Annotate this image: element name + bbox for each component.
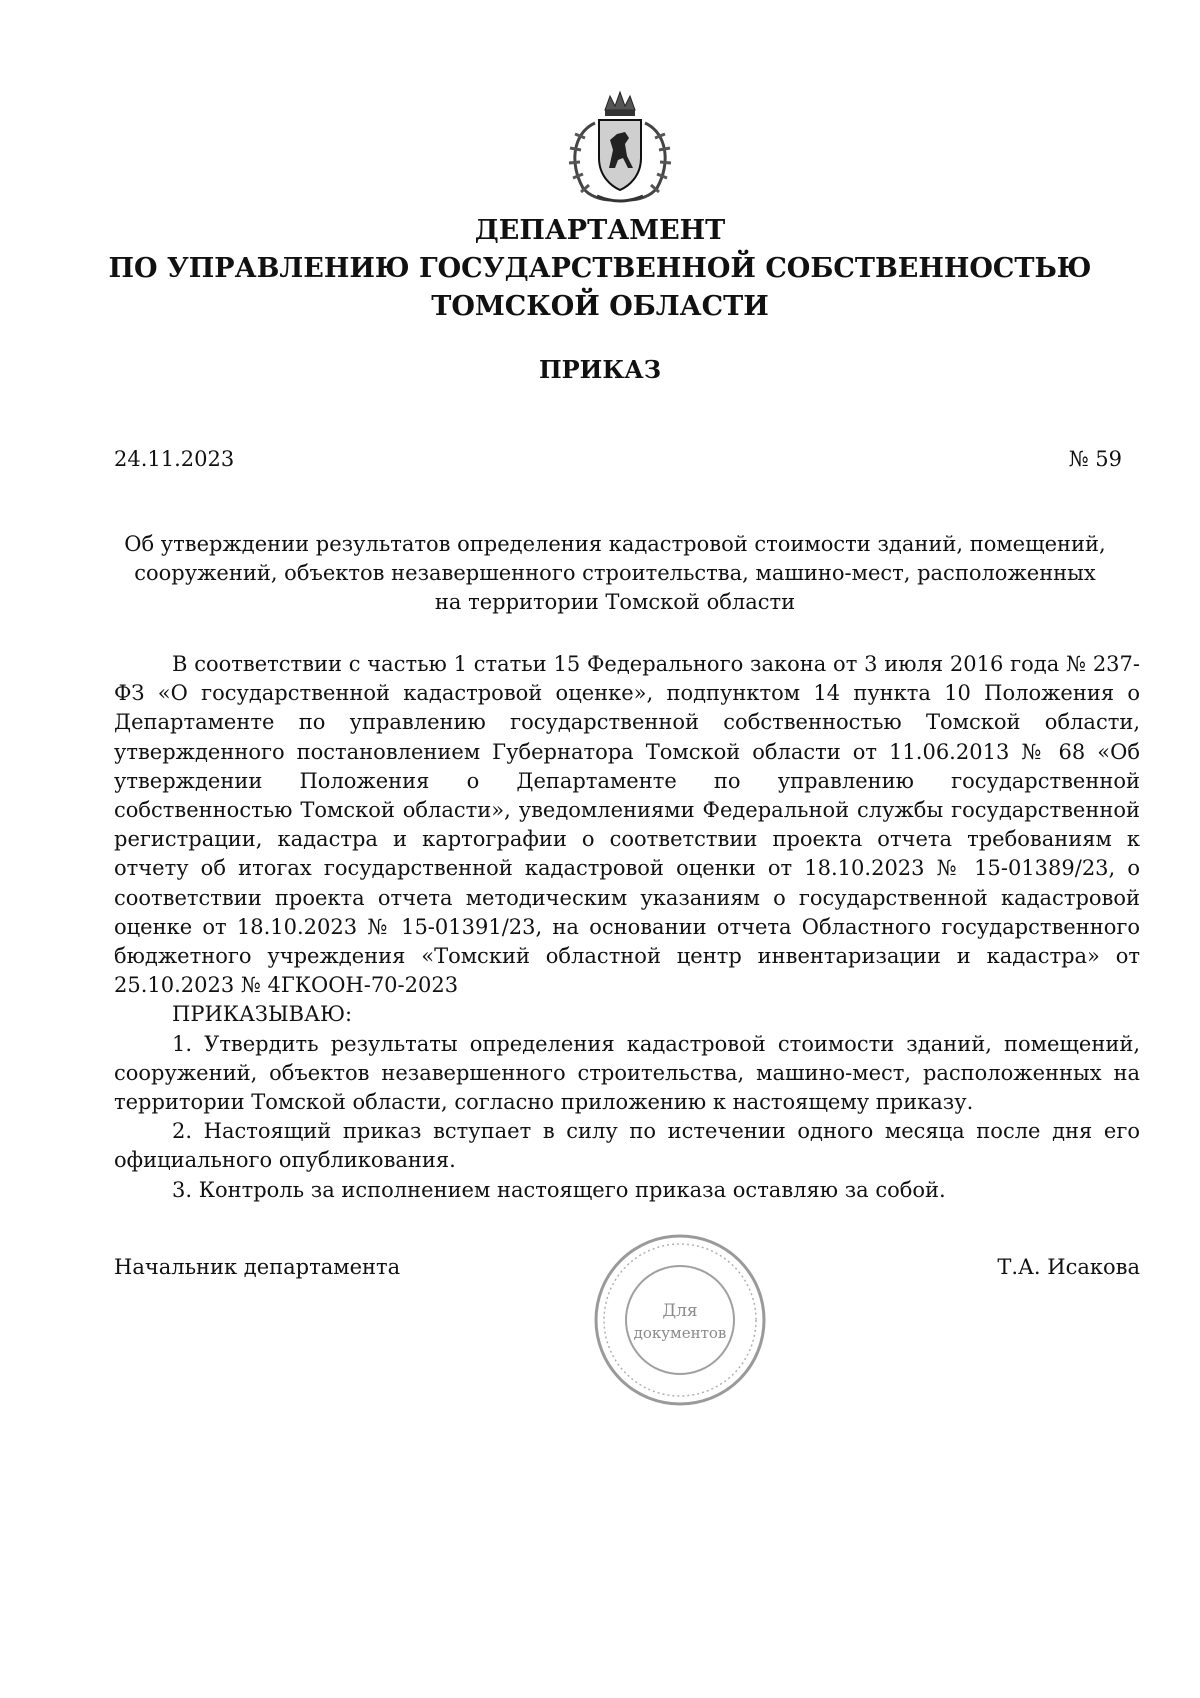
seal-center-line-1: Для <box>662 1301 698 1321</box>
signatory-position: Начальник департамента <box>114 1255 401 1279</box>
org-line-1: ДЕПАРТАМЕНТ <box>474 215 726 246</box>
coat-of-arms-icon <box>555 88 685 208</box>
org-line-3: ТОМСКОЙ ОБЛАСТИ <box>431 291 769 322</box>
order-item-2: 2. Настоящий приказ вступает в силу по истечении одного месяца после дня его официального опубликования. <box>114 1119 1140 1173</box>
department-name <box>0 212 1200 326</box>
order-body <box>114 650 1140 1205</box>
document-type: ПРИКАЗ <box>538 355 662 384</box>
preamble-paragraph: В соответствии с частью 1 статьи 15 Федерального закона от 3 июля 2016 года № 237-ФЗ «О государственной кадастровой оценке», подпунктом 14 пункта 10 Положения о Департаменте по управлению государственной собственностью Томской области, утвержденного постановлением Губернатора Томской области от 11.06.2013 № 68 «Об утверждении Положения о Департаменте по управлению государственной собственностью Томской области», уведомлениями Федеральной службы государственной регистрации, кадастра и картографии о соответствии проекта отчета требованиям к отчету об итогах государственной кадастровой оценки от 18.10.2023 № 15-01389/23, о соответствии проекта отчета методическим указаниям о государственной кадастровой оценке от 18.10.2023 № 15-01391/23, на основании отчета Областного государственного бюджетного учреждения «Томский областной центр инвентаризации и кадастра» от 25.10.2023 № 4ГКООН-70-2023 <box>114 652 1140 998</box>
seal-center-line-2: документов <box>633 1324 727 1342</box>
order-item-1: 1. Утвердить результаты определения кадастровой стоимости зданий, помещений, сооружений, объектов незавершенного строительства, машино-мест, расположенных на территории Томской области, согласно приложению к настоящему приказу. <box>114 1031 1140 1115</box>
signatory-name: Т.А. Исакова <box>997 1255 1140 1279</box>
order-item-3: 3. Контроль за исполнением настоящего приказа оставляю за собой. <box>172 1177 946 1202</box>
round-seal-icon <box>590 1230 770 1410</box>
org-line-2: ПО УПРАВЛЕНИЮ ГОСУДАРСТВЕННОЙ СОБСТВЕННОСТЬЮ <box>108 253 1092 284</box>
order-number: № 59 <box>1068 447 1122 471</box>
order-subject: Об утверждении результатов определения кадастровой стоимости зданий, помещений, сооружений, объектов незавершенного строительства, машино-мест, расположенных на территории Томской области <box>124 532 1106 614</box>
order-date: 24.11.2023 <box>114 447 235 471</box>
order-word: ПРИКАЗЫВАЮ: <box>172 1002 353 1027</box>
